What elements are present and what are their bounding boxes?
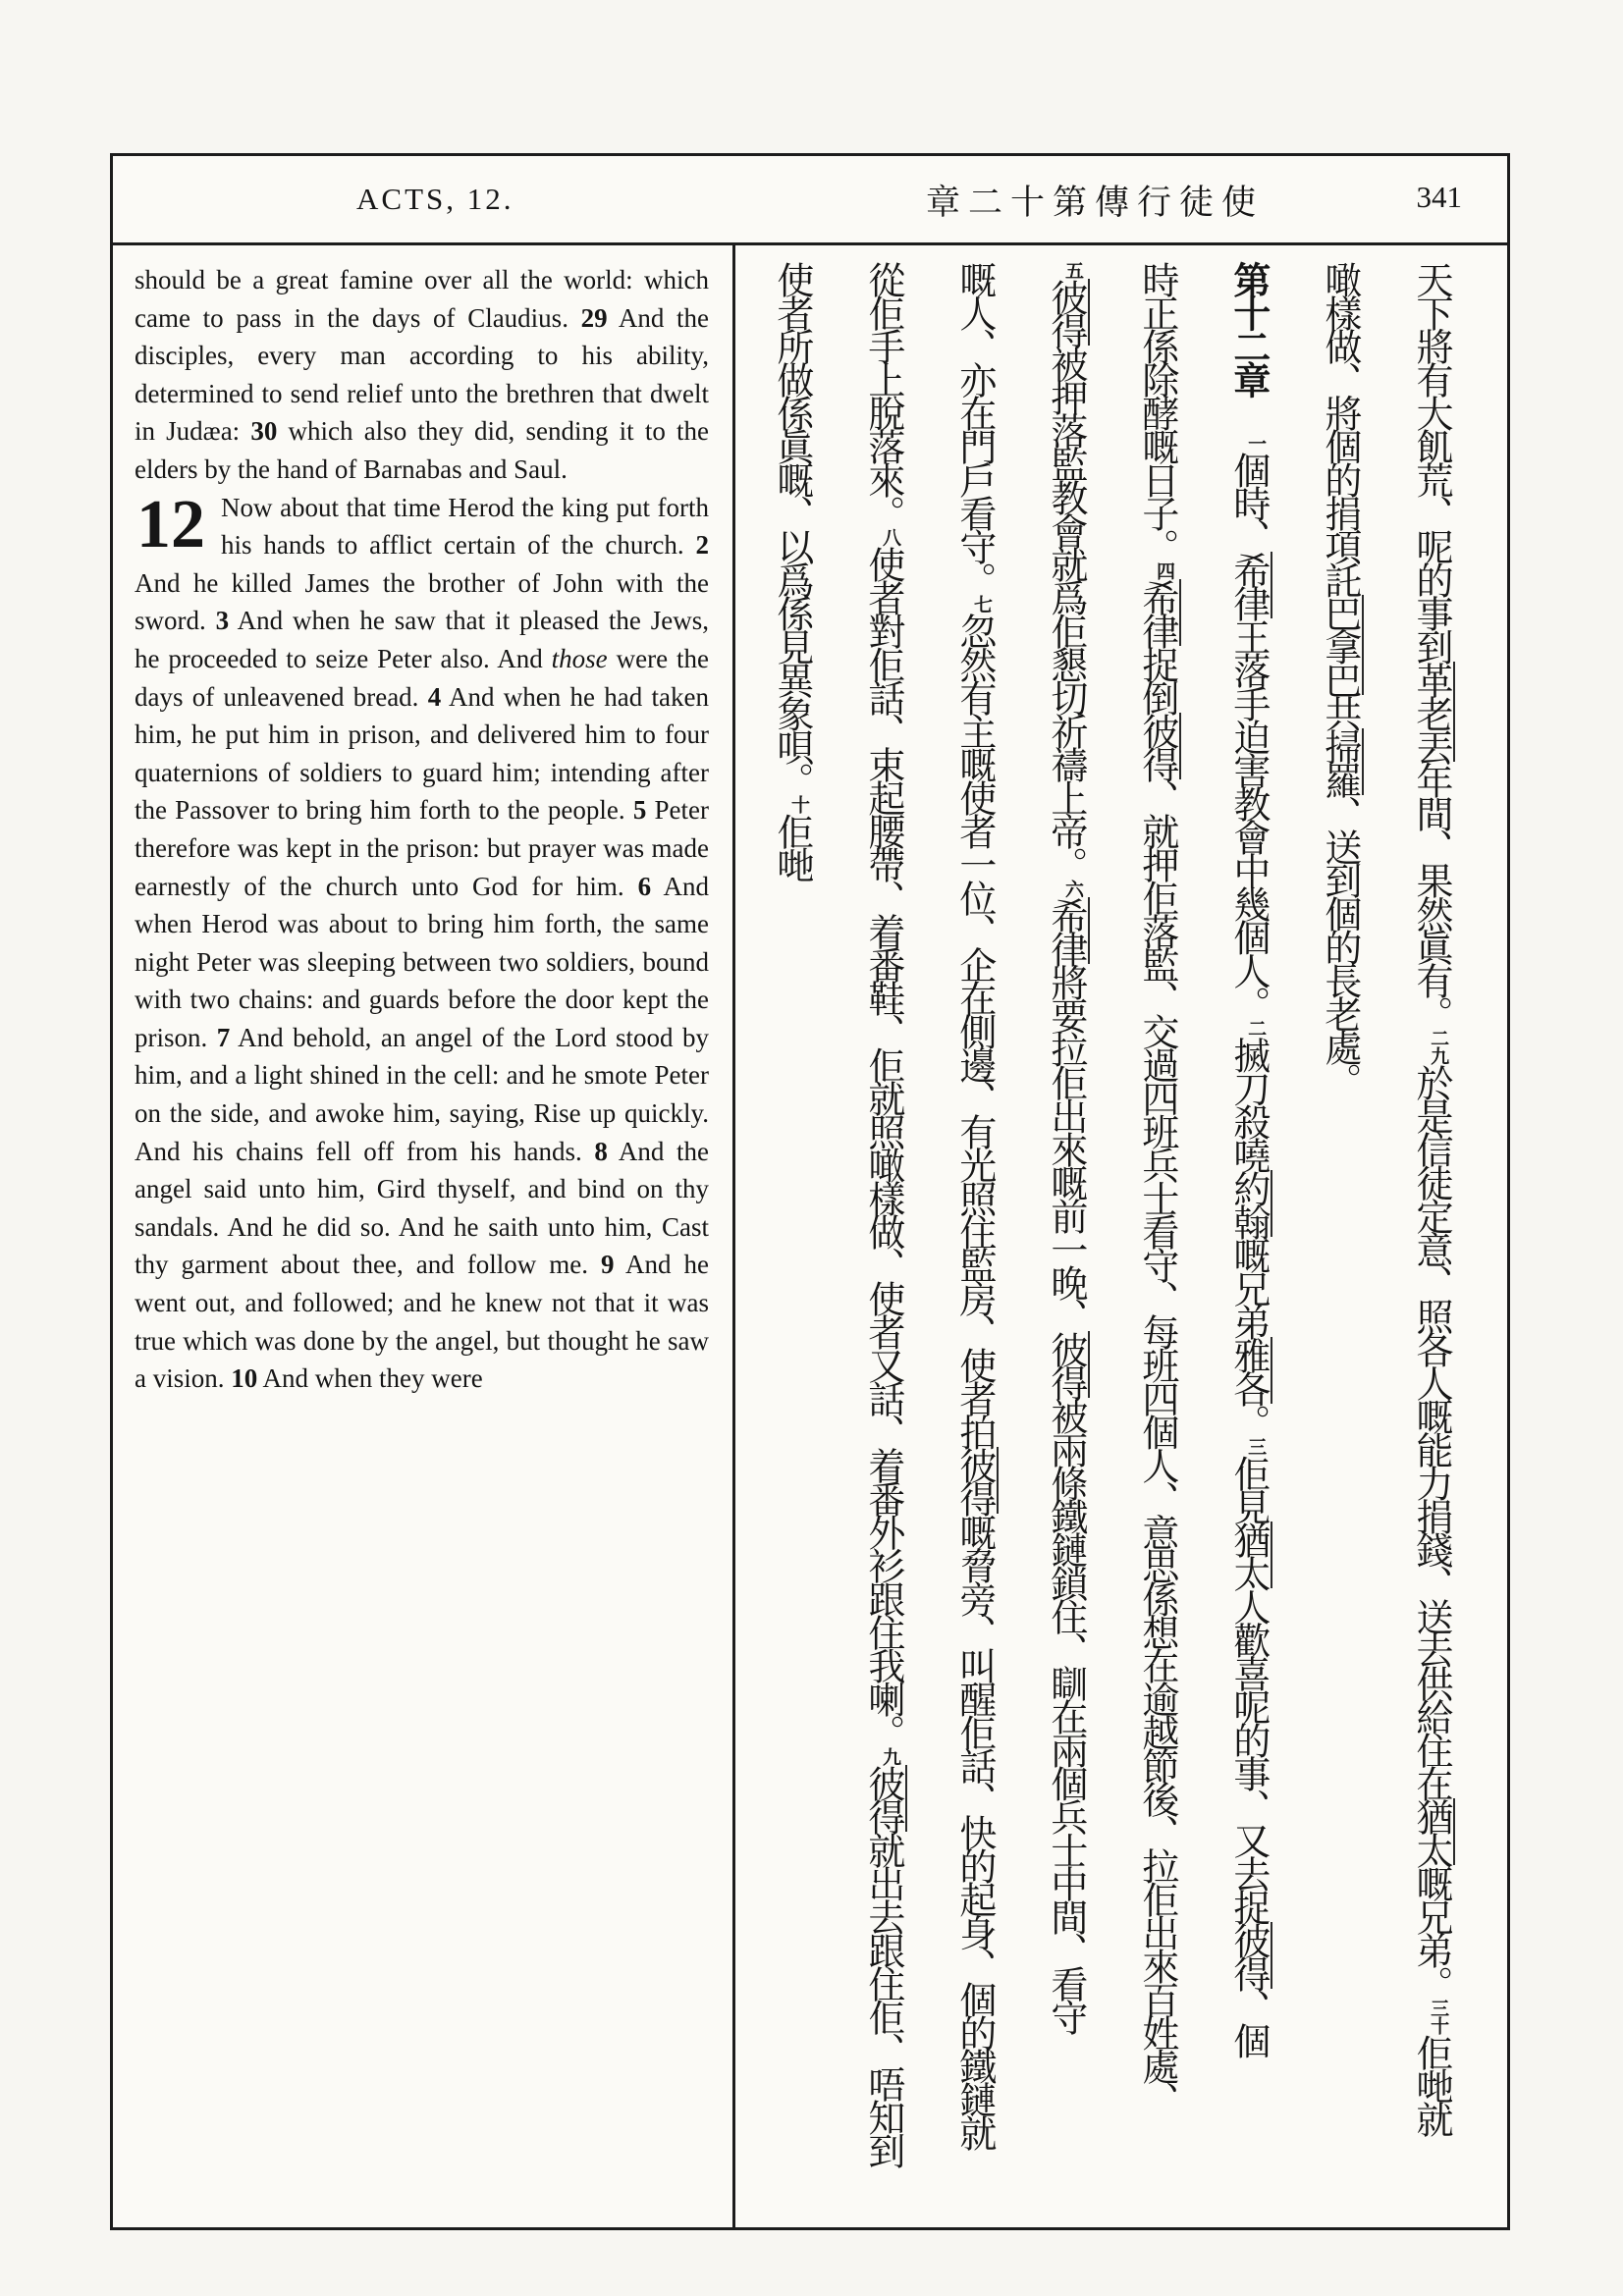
verse-number: 2 — [695, 530, 709, 561]
proper-name: 雅各 — [1227, 1337, 1272, 1404]
chinese-column-2 — [1317, 261, 1361, 2210]
chinese-column-6 — [951, 261, 996, 2210]
verse-number-marker: 五 — [1062, 261, 1084, 279]
proper-name: 革老丟 — [1410, 662, 1455, 762]
chinese-text-column — [735, 245, 1507, 2227]
verse-number: 29 — [580, 302, 608, 333]
verse-number-marker: 二 — [1245, 1019, 1267, 1037]
proper-name: 彼得 — [953, 1447, 999, 1514]
header-english-title: ACTS, 12. — [356, 182, 514, 216]
chapter-number-dropcap: 12 — [136, 486, 205, 562]
english-text-column — [113, 245, 732, 2227]
chinese-text: 佢哋 — [770, 813, 812, 880]
verse-number-marker: 十 — [787, 795, 809, 813]
verse-text: And the disciples, every man according to his ability, determined to send relief unto the brethren that dwelt in Judæa: — [135, 302, 709, 447]
chinese-text: 嘅兄弟 — [1226, 1237, 1269, 1337]
chinese-text: 、個 — [1226, 1989, 1269, 2056]
verse-text: those — [551, 643, 608, 673]
proper-name: 彼得 — [1045, 279, 1090, 346]
verse-text: And behold, an angel of the Lord stood by him, and a light shined in the cell: and he smote Peter on the side, and awoke him, saying, Rise up quickly. And his chains fell off from his hands. — [135, 1022, 710, 1166]
english-paragraph-2 — [135, 486, 710, 1398]
proper-name: 約翰 — [1227, 1170, 1272, 1237]
verse-number-marker: 六 — [1062, 880, 1084, 897]
verse-number: 8 — [594, 1136, 608, 1166]
chinese-text: 將要拉佢出來嘅前一晚、 — [1044, 964, 1086, 1331]
chinese-text: 天下將有大飢荒、呢的事到 — [1409, 261, 1451, 662]
page-frame — [110, 153, 1510, 2230]
chinese-text: 嘅兄弟。 — [1409, 1865, 1451, 1999]
verse-text: And when he had taken him, he put him in prison, and delivered him to four quaternions of soldiers to guard him; intending after the Passover to bring him forth to the people. — [135, 681, 709, 826]
verse-number-marker: 四 — [1154, 561, 1175, 579]
proper-name: 彼得 — [862, 1765, 907, 1832]
chinese-text: 於是信徒定意、照各人嘅能力捐錢、送去供給住在 — [1409, 1064, 1451, 1798]
chinese-text: 時正係除酵嘅日子。 — [1135, 261, 1177, 561]
verse-text: And he went out, and followed; and he knew not that it was true which was done by the angel, but thought he saw a vision. — [135, 1250, 709, 1394]
page-number: 341 — [1416, 180, 1462, 214]
chinese-text: 年間、果然眞有。 — [1409, 762, 1451, 1029]
proper-name: 彼得 — [1227, 1922, 1272, 1989]
proper-name: 希律 — [1227, 552, 1272, 618]
chinese-text: 。 — [1226, 1404, 1269, 1437]
chinese-text: 嘅脅旁、叫醒佢話、快的起身、個的鐵鏈就 — [952, 1514, 995, 2148]
english-paragraph-1 — [135, 261, 709, 489]
chinese-text: 被押落監教會就爲佢懇切祈禱上帝。 — [1044, 346, 1086, 880]
proper-name: 希律 — [1045, 897, 1090, 964]
header-chinese-title: 章二十第傳行徒使 — [925, 184, 1264, 222]
proper-name: 彼得 — [1136, 713, 1181, 779]
chinese-text: 、就押佢落監、交過四班兵士看守、每班四個人、意思係想在逾越節後、拉佢出來百姓處、 — [1135, 779, 1177, 2114]
chinese-text: 就出去跟住佢、唔知到 — [861, 1832, 903, 2165]
chinese-column-8 — [769, 261, 813, 2210]
chinese-text: 噉樣做、將個的捐項託 — [1318, 261, 1360, 595]
chinese-text: 忽然有主嘅使者一位、企在側邊、有光照住監房、使者拍 — [952, 613, 995, 1447]
chinese-column-1 — [1408, 261, 1452, 2210]
verse-text: should be a great famine over all the world: which came to pass in the days of Claudius. — [135, 265, 709, 333]
verse-number: 9 — [600, 1250, 615, 1280]
page-body — [113, 245, 1507, 2227]
verse-number: 6 — [637, 871, 652, 901]
chinese-column-3 — [1225, 261, 1270, 2210]
verse-text: which also they did, sending it to the elders by the hand of Barnabas and Saul. — [135, 416, 709, 484]
chinese-text: 搣刀殺嘵 — [1226, 1037, 1269, 1170]
page-header — [113, 156, 1507, 245]
verse-number: 7 — [216, 1022, 231, 1052]
chinese-text: 個時、 — [1226, 452, 1269, 552]
verse-number-marker: 八 — [880, 528, 901, 546]
verse-number: 30 — [250, 416, 278, 447]
verse-number-marker: 七 — [971, 595, 993, 613]
verse-number-marker: 三十 — [1428, 1999, 1449, 2034]
chinese-text: 從佢手上脫落來。 — [861, 261, 903, 528]
verse-number-marker: 九 — [880, 1747, 901, 1765]
verse-text: And when Herod was about to bring him forth, the same night Peter was sleeping between two soldiers, bound with two chains: and guards before the door kept the prison. — [135, 871, 710, 1052]
chinese-text: 人歡喜呢的事、又去捉 — [1226, 1588, 1269, 1922]
chinese-text: 、送到個的長老處。 — [1318, 795, 1360, 1095]
verse-text: Now about that time Herod the king put forth his hands to afflict certain of the church. — [221, 492, 709, 561]
chinese-text: 王落手迫害教會中幾個人。 — [1226, 618, 1269, 1019]
verse-number-marker: 二九 — [1428, 1029, 1449, 1064]
chinese-column-4 — [1134, 261, 1178, 2210]
verse-number: 4 — [427, 681, 442, 712]
chinese-text: 嘅人、亦在門戶看守。 — [952, 261, 995, 595]
chinese-column-5 — [1043, 261, 1087, 2210]
verse-number: 5 — [632, 795, 647, 826]
verse-text: were the days of unleavened bread. — [135, 643, 709, 712]
chinese-text: 捉倒 — [1135, 646, 1177, 713]
chinese-column-7 — [860, 261, 904, 2210]
chapter-heading: 第十二章 — [1226, 261, 1269, 395]
verse-number: 3 — [215, 606, 230, 636]
chinese-text: 佢見 — [1226, 1455, 1269, 1522]
chinese-text: 佢哋就 — [1409, 2034, 1451, 2134]
chinese-text: 共 — [1318, 695, 1360, 728]
proper-name: 猶太 — [1410, 1798, 1455, 1865]
proper-name: 彼得 — [1045, 1331, 1090, 1398]
verse-text: And he killed James the brother of John with the sword. — [135, 567, 709, 636]
verse-number: 10 — [231, 1363, 258, 1394]
chinese-text: 使者對佢話、束起腰帶、着番鞋、佢就照噉樣做、使者又話、着番外衫跟住我喇。 — [861, 546, 903, 1747]
verse-text: And when he saw that it pleased the Jews, he proceeded to seize Peter also. And — [135, 606, 710, 673]
chinese-text: 被兩條鐵鏈鎖住、瞓在兩個兵士中間、看守 — [1044, 1398, 1086, 2032]
verse-text: And the angel said unto him, Gird thyself, and bind on thy sandals. And he did so. And he saith unto him, Cast thy garment about thee, and follow me. — [135, 1136, 709, 1280]
verse-text: Peter therefore was kept in the prison: but prayer was made earnestly of the church unto God for him. — [135, 795, 709, 901]
proper-name: 猶太 — [1227, 1522, 1272, 1588]
verse-number-marker: 一 — [1245, 434, 1267, 452]
spacer — [1247, 395, 1249, 434]
chinese-text: 使者所做係眞嘅、以爲係見異象唄。 — [770, 261, 812, 795]
verse-number-marker: 三 — [1245, 1437, 1267, 1455]
proper-name: 掃羅 — [1319, 728, 1364, 795]
proper-name: 希律 — [1136, 579, 1181, 646]
proper-name: 巴拿巴 — [1319, 595, 1364, 695]
verse-text: And when they were — [257, 1363, 483, 1394]
